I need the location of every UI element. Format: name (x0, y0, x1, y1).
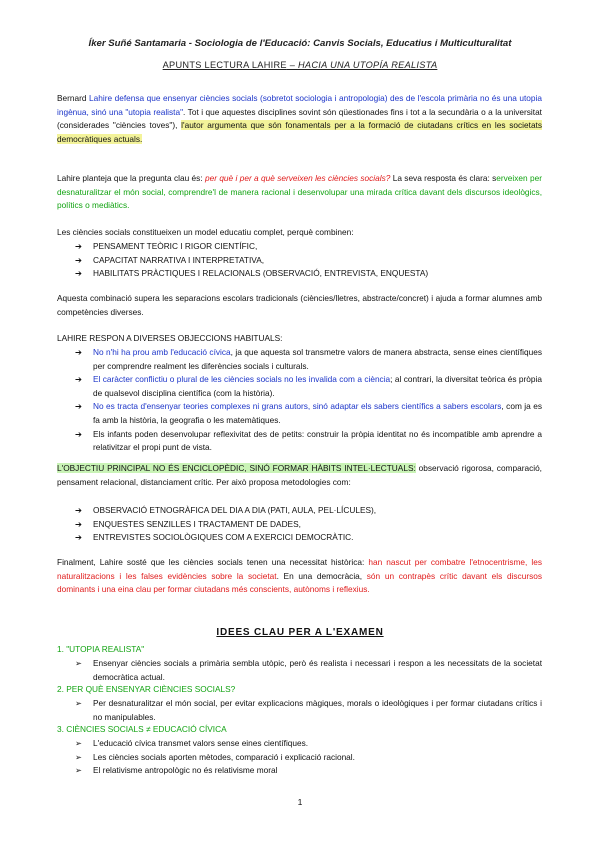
objection-4-text: Els infants poden desenvolupar reflexivitat des de petits: construir la pròpia identitat no és incompatible amb aprendre a relativitzar el propi punt de vista. (93, 428, 542, 453)
intro-text-2: Lahire defensa que ensenyar ciències socials (sobretot sociologia i antropologia) des de l'escola primària no és una utopia ingènua, sinó una "utopia realista" (57, 93, 542, 117)
list-item (75, 737, 542, 751)
question-key: per què i per a què serveixen les ciències socials? (204, 173, 391, 183)
final-text-3: . En una democràcia, (276, 570, 367, 581)
list-item (75, 428, 542, 455)
question-text-3: La seva resposta és clara: s (390, 173, 497, 183)
subtitle-part2: HACIA UNA UTOPÍA REALISTA (297, 60, 438, 70)
document-subtitle (0, 60, 600, 70)
objections-title: LAHIRE RESPON A DIVERSES OBJECCIONS HABITUALS: (57, 333, 283, 343)
list-item-text: Per desnaturalitzar el món social, per evitar explicacions màgiques, morals o ideològiques i per formar ciutadans crítics i no manipulables. (93, 698, 542, 722)
methodologies-list (75, 504, 542, 545)
intro-text-3: . Tot i que aquestes disciplines sovint són qüestionades fins i tot a la secundària o a la universitat (considerades "ciències toves"), (57, 106, 542, 131)
model-intro: Les ciències socials constitueixen un model educatiu complet, perquè combinen: (57, 227, 354, 237)
question-text-1: Lahire planteja que la pregunta clau és: (57, 173, 205, 183)
list-item-text: L'educació cívica transmet valors sense eines científiques. (93, 738, 309, 748)
arrow-icon: ➔ (75, 241, 82, 251)
key-idea-heading-3: 3. CIÈNCIES SOCIALS ≠ EDUCACIÓ CÍVICA (57, 724, 227, 734)
list-item-text: OBSERVACIÓ ETNOGRÀFICA DEL DIA A DIA (PATI, AULA, PEL·LÍCULES), (93, 505, 377, 515)
arrow-icon: ➔ (75, 268, 82, 279)
triangle-bullet-icon: ➢ (75, 738, 82, 748)
triangle-bullet-icon: ➢ (75, 751, 82, 762)
triangle-bullet-icon: ➢ (75, 765, 82, 776)
key-idea-1-list (75, 657, 542, 684)
objection-3-key: No es tracta d'ensenyar teories complexes ni grans autors, sinó adaptar els sabers científics a sabers escolars (93, 401, 502, 412)
list-item (75, 400, 542, 427)
objection-1-key: No n'hi ha prou amb l'educació cívica (93, 347, 231, 357)
objections-list (75, 346, 542, 455)
arrow-icon: ➔ (75, 505, 82, 515)
objection-1-text: , ja que aquesta sol transmetre valors de manera abstracta, sense eines científiques per comprendre realment les diferències socials i culturals. (93, 347, 542, 371)
list-item-text: Ensenyar ciències socials a primària sembla utòpic, però és realista i necessari i respon a les necessitats de la societat democràtica actual. (93, 658, 542, 682)
key-idea-heading-1: 1. "UTOPIA REALISTA" (57, 644, 145, 654)
final-paragraph (57, 556, 542, 597)
question-answer: erveixen per desnaturalitzar el món social, comprendre'l de manera racional i desenvolupar una mirada crítica davant dels discursos ideològics, polítics o mediàtics. (57, 173, 542, 211)
objection-2-key: El caràcter conflictiu o plural de les ciències socials no les invalida com a ciència (93, 374, 391, 385)
intro-text-1: Bernard (57, 93, 90, 103)
list-item (75, 751, 542, 765)
triangle-bullet-icon: ➢ (75, 658, 82, 668)
arrow-icon: ➔ (75, 347, 82, 357)
list-item-text: PENSAMENT TEÒRIC I RIGOR CIENTÍFIC, (93, 241, 258, 251)
arrow-icon: ➔ (75, 428, 82, 439)
arrow-icon: ➔ (75, 374, 82, 385)
objective-text: observació rigorosa, comparació, pensament relacional, distanciament crític. Per això proposa metodologies com: (57, 463, 542, 487)
list-item (75, 240, 542, 254)
list-item-text: Les ciències socials aporten mètodes, comparació i explicació racional. (93, 751, 355, 762)
objective-highlight: L'OBJECTIU PRINCIPAL NO ÉS ENCICLOPÈDIC, SINÓ FORMAR HÀBITS INTEL·LECTUALS: (57, 463, 416, 473)
list-item (75, 764, 542, 778)
list-item-text: ENQUESTES SENZILLES I TRACTAMENT DE DADES, (93, 518, 301, 529)
triangle-bullet-icon: ➢ (75, 698, 82, 708)
list-item-text: HABILITATS PRÀCTIQUES I RELACIONALS (OBSERVACIÓ, ENTREVISTA, ENQUESTA) (93, 268, 429, 279)
list-item (75, 697, 542, 724)
key-ideas-title: IDEES CLAU PER A L'EXAMEN (216, 627, 384, 638)
key-idea-2-list (75, 697, 542, 724)
combo-paragraph: Aquesta combinació supera les separacions escolars tradicionals (ciències/lletres, abstracte/concret) i ajuda a formar alumnes amb competències diverses. (57, 293, 542, 317)
arrow-icon: ➔ (75, 518, 82, 529)
document-header: Íker Suñé Santamaria - Sociologia de l'Educació: Canvis Socials, Educatius i Multiculturalitat (88, 38, 512, 49)
final-red-2: són un contrapès crític davant els discursos dominants i una eina clau per formar ciutadans més conscients, autònoms i reflexius. (57, 570, 542, 595)
page-number: 1 (297, 797, 303, 807)
list-item (75, 373, 542, 400)
list-item (75, 518, 542, 532)
final-red-1: han nascut per combatre l'etnocentrisme, les naturalitzacions i les falses evidències sobre la societat (57, 557, 543, 581)
list-item (75, 346, 542, 373)
list-item-text: El relativisme antropològic no és relativisme moral (93, 765, 278, 776)
final-text-1: Finalment, Lahire sosté que les ciències socials tenen una necessitat històrica: (57, 557, 369, 567)
list-item (75, 657, 542, 684)
question-paragraph (57, 172, 542, 213)
list-item-text: ENTREVISTES SOCIOLÒGIQUES COM A EXERCICI DEMOCRÀTIC. (93, 532, 354, 543)
model-list (75, 240, 542, 281)
list-item (75, 254, 542, 268)
subtitle-part1: APUNTS LECTURA LAHIRE (162, 60, 287, 70)
list-item (75, 531, 542, 545)
objection-3-text: , com ja es fa amb la història, la geografia o les matemàtiques. (93, 401, 542, 425)
intro-paragraph (57, 92, 542, 146)
list-item (75, 267, 542, 281)
subtitle-sep: – (286, 60, 298, 70)
arrow-icon: ➔ (75, 401, 82, 412)
key-idea-heading-2: 2. PER QUÈ ENSENYAR CIÈNCIES SOCIALS? (57, 684, 236, 694)
list-item (75, 504, 542, 518)
list-item-text: CAPACITAT NARRATIVA I INTERPRETATIVA, (93, 254, 265, 265)
intro-highlight: l'autor argumenta que són fonamentals per a la formació de ciutadans crítics en les societats democràtiques actuals. (57, 120, 543, 144)
arrow-icon: ➔ (75, 254, 82, 265)
key-idea-3-list (75, 737, 542, 778)
objective-paragraph (57, 462, 542, 489)
arrow-icon: ➔ (75, 532, 82, 543)
objection-2-text: ; al contrari, la diversitat teòrica és pròpia de qualsevol disciplina científica (com la història). (93, 374, 542, 398)
